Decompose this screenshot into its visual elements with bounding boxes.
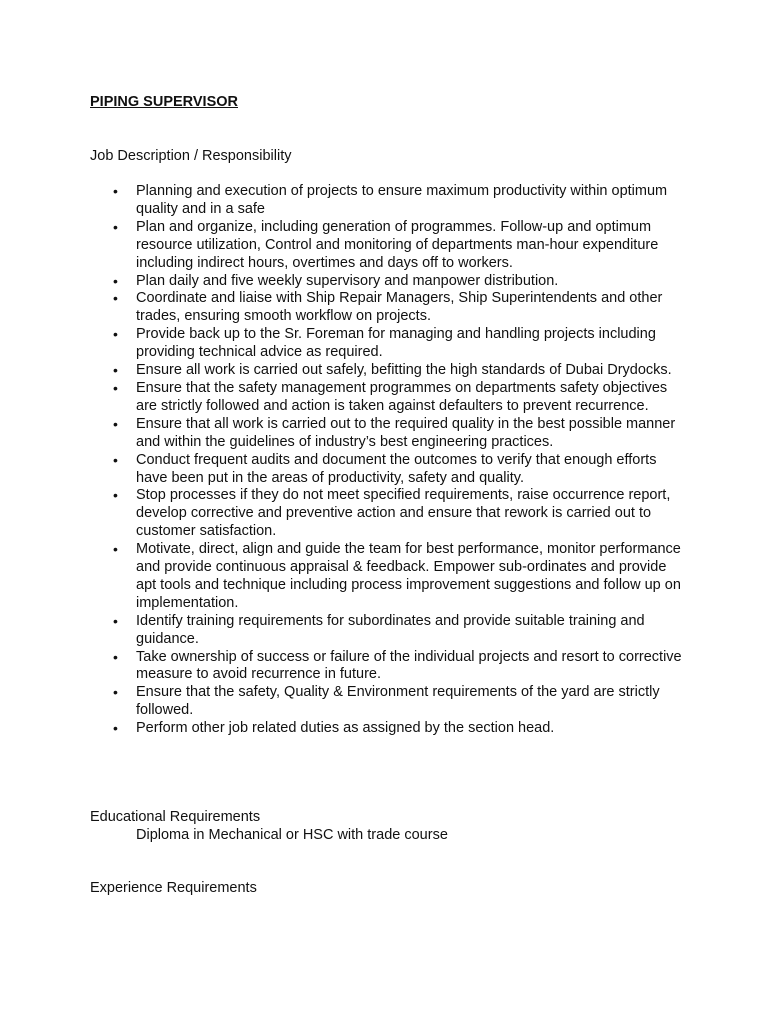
duty-text: Provide back up to the Sr. Foreman for managing and handling projects including providing technical advice as required. bbox=[136, 326, 656, 361]
duty-text: Plan and organize, including generation of programmes. Follow-up and optimum resource utilization, Control and monitoring of departments man-hour expenditure including indirect hours, overtimes and days off to workers. bbox=[136, 218, 659, 271]
duty-text: Identify training requirements for subordinates and provide suitable training and guidance. bbox=[136, 612, 645, 647]
duty-item bbox=[90, 380, 690, 416]
bullet-icon: • bbox=[113, 487, 118, 504]
bullet-icon: • bbox=[113, 326, 118, 343]
bullet-icon: • bbox=[113, 684, 118, 701]
duty-text: Perform other job related duties as assigned by the section head. bbox=[136, 720, 555, 737]
duty-item bbox=[90, 487, 690, 541]
duties-list bbox=[90, 183, 690, 738]
experience-heading: Experience Requirements bbox=[90, 880, 257, 896]
duty-item bbox=[90, 416, 690, 452]
bullet-icon: • bbox=[113, 183, 118, 199]
duty-item bbox=[90, 684, 690, 720]
duty-text: Ensure that the safety, Quality & Environment requirements of the yard are strictly followed. bbox=[136, 684, 660, 719]
duty-item bbox=[90, 452, 690, 488]
duty-text: Plan daily and five weekly supervisory and manpower distribution. bbox=[136, 272, 559, 289]
duty-item bbox=[90, 273, 690, 291]
education-value: Diploma in Mechanical or HSC with trade course bbox=[136, 827, 448, 843]
bullet-icon: • bbox=[113, 379, 118, 396]
duty-text: Planning and execution of projects to ensure maximum productivity within optimum quality and in a safe bbox=[136, 183, 668, 217]
page-title: PIPING SUPERVISOR bbox=[90, 94, 238, 110]
duty-text: Ensure that all work is carried out to the required quality in the best possible manner and within the guidelines of industry’s best engineering practices. bbox=[136, 415, 676, 450]
duty-item bbox=[90, 183, 690, 219]
bullet-icon: • bbox=[113, 362, 118, 379]
duty-item bbox=[90, 541, 690, 613]
bullet-icon: • bbox=[113, 612, 118, 629]
duty-text: Conduct frequent audits and document the outcomes to verify that enough efforts have been put in the areas of productivity, safety and quality. bbox=[136, 451, 657, 486]
duty-item bbox=[90, 720, 690, 738]
duty-text: Take ownership of success or failure of the individual projects and resort to corrective measure to avoid recurrence in future. bbox=[136, 648, 682, 683]
duty-item bbox=[90, 219, 690, 273]
duty-item bbox=[90, 613, 690, 649]
responsibility-heading: Job Description / Responsibility bbox=[90, 148, 292, 164]
duty-text: Stop processes if they do not meet specified requirements, raise occurrence report, develop corrective and preventive action and ensure that rework is carried out to customer satisfaction. bbox=[136, 487, 671, 540]
duty-item bbox=[90, 326, 690, 362]
duty-text: Ensure that the safety management programmes on departments safety objectives are strictly followed and action is taken against defaulters to prevent recurrence. bbox=[136, 379, 668, 414]
bullet-icon: • bbox=[113, 541, 118, 558]
duty-item bbox=[90, 362, 690, 380]
bullet-icon: • bbox=[113, 451, 118, 468]
bullet-icon: • bbox=[113, 648, 118, 665]
duty-item bbox=[90, 649, 690, 685]
bullet-icon: • bbox=[113, 290, 118, 307]
bullet-icon: • bbox=[113, 415, 118, 432]
duty-text: Coordinate and liaise with Ship Repair Managers, Ship Superintendents and other trades, ensuring smooth workflow on projects. bbox=[136, 290, 663, 325]
education-heading: Educational Requirements bbox=[90, 809, 261, 825]
duty-text: Motivate, direct, align and guide the team for best performance, monitor performance and provide continuous appraisal & feedback. Empower sub-ordinates and provide apt tools and technique including process improvement suggestions and follow up on implementation. bbox=[136, 541, 681, 611]
bullet-icon: • bbox=[113, 272, 118, 289]
duty-text: Ensure all work is carried out safely, befitting the high standards of Dubai Drydocks. bbox=[136, 362, 672, 379]
duty-item bbox=[90, 290, 690, 326]
bullet-icon: • bbox=[113, 720, 118, 737]
bullet-icon: • bbox=[113, 218, 118, 235]
